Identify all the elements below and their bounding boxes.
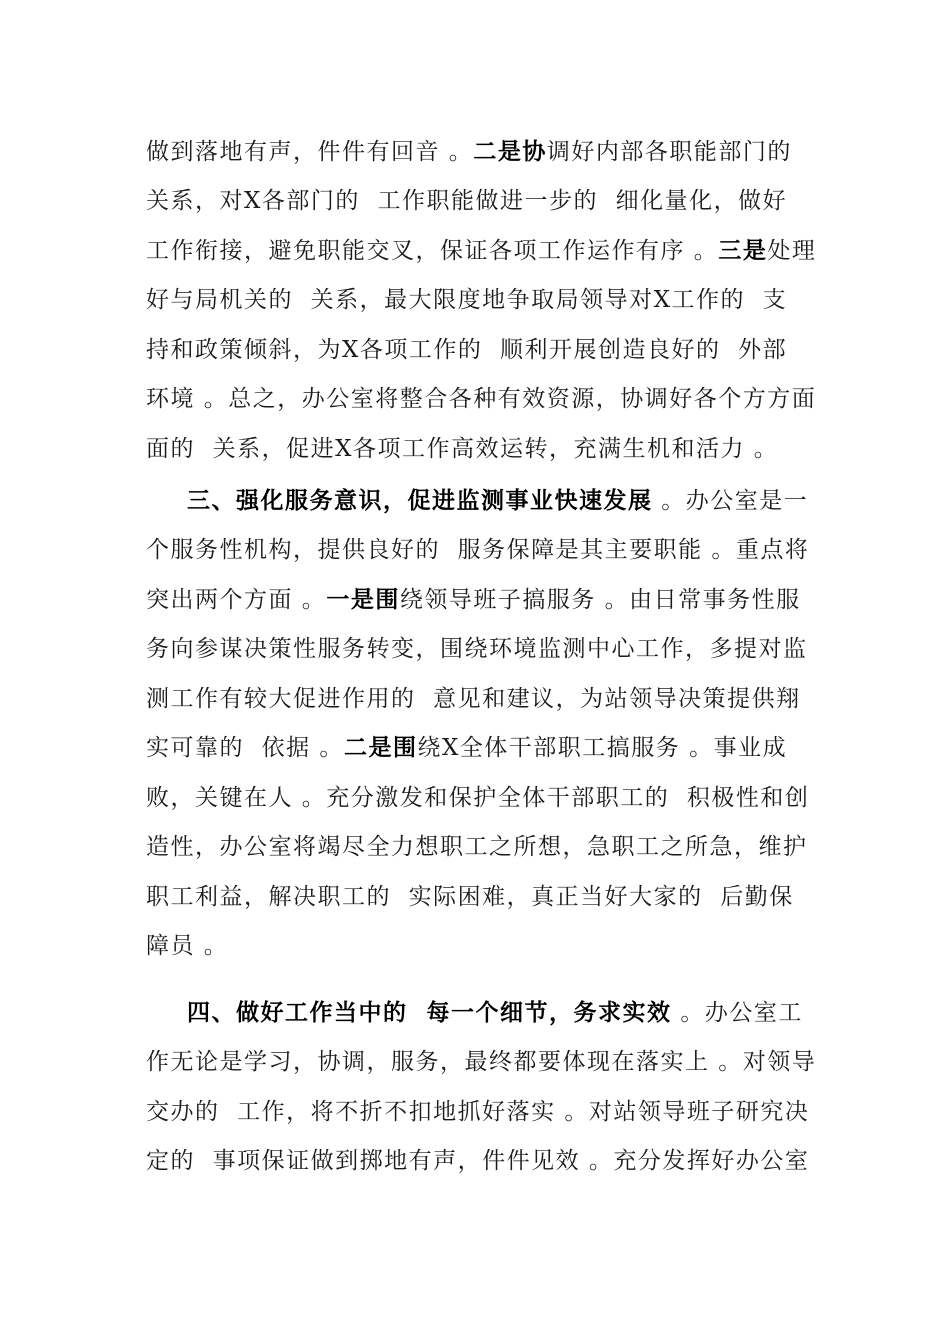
text-line bbox=[146, 1047, 816, 1077]
text-run: 调好内部各职能部门的 bbox=[546, 139, 792, 165]
text-run: 作无论是学习，协调，服务，最终都要体现在落实上 。对领导 bbox=[146, 1049, 817, 1075]
text-line bbox=[146, 186, 816, 216]
text-run: 造性，办公室将竭尽全力想职工之所想，急职工之所急，维护 bbox=[146, 834, 808, 860]
bold-run: 三是 bbox=[718, 238, 768, 264]
text-line bbox=[146, 236, 816, 266]
text-line bbox=[146, 634, 816, 664]
text-run: 绕领导班子搞服务 。由日常事务性服 bbox=[399, 587, 801, 613]
bold-run: 一是围 bbox=[326, 587, 400, 613]
text-line bbox=[146, 335, 816, 365]
text-run: 突出两个方面 。 bbox=[146, 587, 327, 613]
bold-run: 二是协 bbox=[473, 139, 547, 165]
text-line bbox=[146, 684, 816, 714]
text-run: 测工作有较大促进作用的 意见和建议，为站领导决策提供翔 bbox=[146, 686, 801, 712]
section-heading-line bbox=[187, 998, 857, 1028]
text-run: 败，关键在人 。充分激发和保护全体干部职工的 积极性和创 bbox=[146, 785, 810, 811]
section-heading: 四、做好工作当中的 每一个细节，务求实效 bbox=[187, 1000, 672, 1026]
text-line bbox=[146, 733, 816, 763]
text-run: 做到落地有声，件件有回音 。 bbox=[146, 139, 474, 165]
text-line bbox=[146, 783, 816, 813]
text-line bbox=[146, 434, 816, 464]
text-line bbox=[146, 137, 816, 167]
text-run: 障员 。 bbox=[146, 933, 229, 959]
text-line bbox=[146, 535, 816, 565]
text-run: 定的 事项保证做到掷地有声，件件见效 。充分发挥好办公室 bbox=[146, 1148, 810, 1174]
text-line bbox=[146, 285, 816, 315]
text-line bbox=[146, 1146, 816, 1176]
text-run: 交办的 工作，将不折不扣地抓好落实 。对站领导班子研究决 bbox=[146, 1099, 810, 1125]
text-run: 职工利益，解决职工的 实际困难，真正当好大家的 后勤保 bbox=[146, 884, 794, 910]
text-run: 关系，对X各部门的 工作职能做进一步的 细化量化，做好 bbox=[146, 188, 788, 214]
text-line bbox=[146, 882, 816, 912]
section-heading-line bbox=[187, 486, 857, 516]
text-run: 面的 关系，促进X各项工作高效运转，充满生机和活力 。 bbox=[146, 436, 779, 462]
text-run: 。办公室工 bbox=[671, 1000, 803, 1026]
text-run: 环境 。总之，办公室将整合各种有效资源，协调好各个方方面 bbox=[146, 386, 817, 412]
text-run: 工作衔接，避免职能交叉，保证各项工作运作有序 。 bbox=[146, 238, 719, 264]
text-run: 处理 bbox=[767, 238, 817, 264]
text-line bbox=[146, 384, 816, 414]
section-heading: 三、强化服务意识，促进监测事业快速发展 bbox=[187, 488, 653, 514]
text-run: 持和政策倾斜，为X各项工作的 顺利开展创造良好的 外部 bbox=[146, 337, 788, 363]
text-line bbox=[146, 1097, 816, 1127]
bold-run: 二是围 bbox=[343, 735, 418, 761]
text-run: 。办公室是一 bbox=[652, 488, 809, 514]
text-line bbox=[146, 832, 816, 862]
text-run: 个服务性机构，提供良好的 服务保障是其主要职能 。重点将 bbox=[146, 537, 810, 563]
text-line bbox=[146, 585, 816, 615]
text-run: 绕X全体干部职工搞服务 。事业成 bbox=[417, 735, 788, 761]
text-line bbox=[146, 931, 816, 961]
text-run: 务向参谋决策性服务转变，围绕环境监测中心工作，多提对监 bbox=[146, 636, 808, 662]
text-run: 实可靠的 依据 。 bbox=[146, 735, 344, 761]
text-run: 好与局机关的 关系，最大限度地争取局领导对X工作的 支 bbox=[146, 287, 788, 313]
